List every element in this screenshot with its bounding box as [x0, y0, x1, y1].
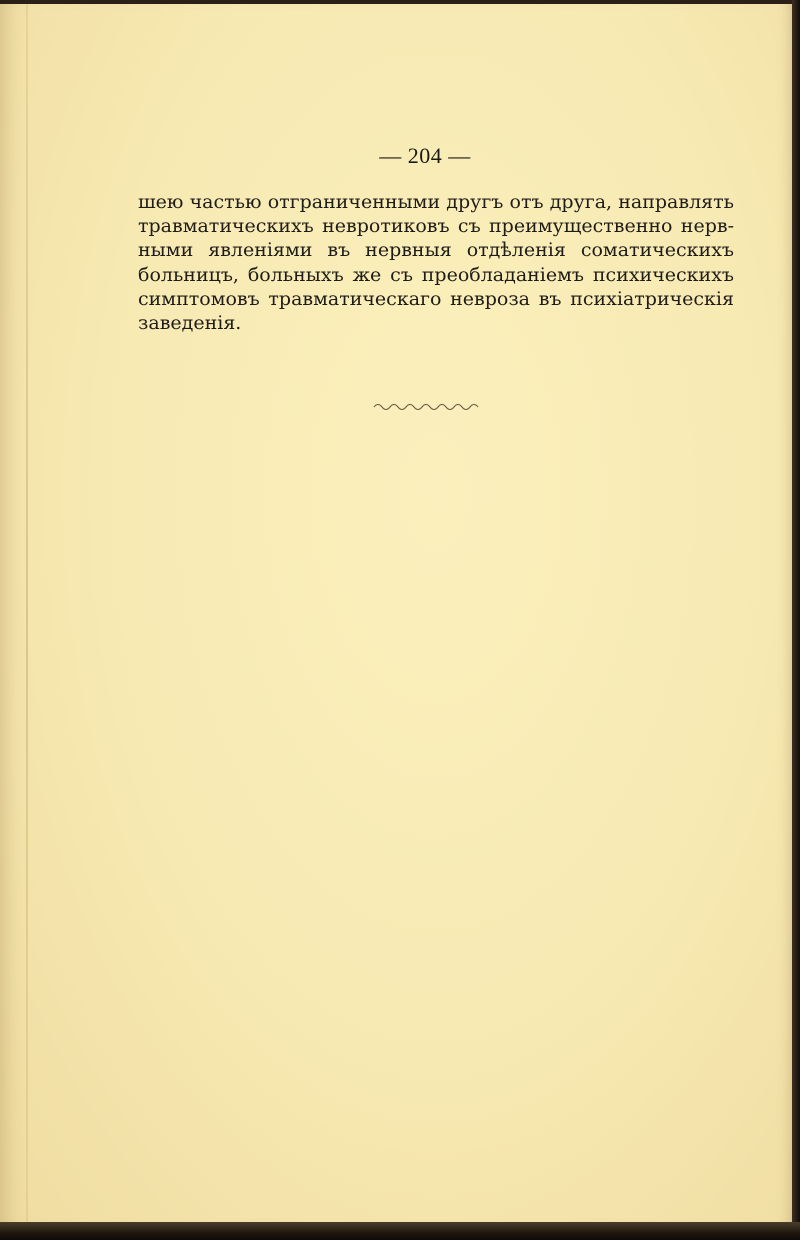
page-top-edge — [0, 0, 800, 4]
text-line-3: ными явленіями въ нервныя отдѣленія соматическихъ — [138, 239, 734, 262]
wavy-rule-icon — [372, 400, 482, 414]
page-bottom-edge — [0, 1222, 800, 1240]
text-line-1: шею частью отграниченными другъ отъ друга, направлять — [138, 191, 734, 213]
text-line-6: заведенія. — [138, 311, 242, 334]
page-right-edge — [792, 0, 800, 1240]
page-number: — 204 — — [379, 143, 471, 168]
body-paragraph — [138, 190, 734, 335]
text-line-4: больницъ, больныхъ же съ преобладаніемъ психическихъ — [138, 263, 734, 286]
text-line-5: симптомовъ травматическаго невроза въ психіатрическія — [138, 287, 734, 310]
page-fold-line — [26, 0, 28, 1228]
text-line-2: травматическихъ невротиковъ съ преимущественно нерв- — [138, 215, 734, 238]
